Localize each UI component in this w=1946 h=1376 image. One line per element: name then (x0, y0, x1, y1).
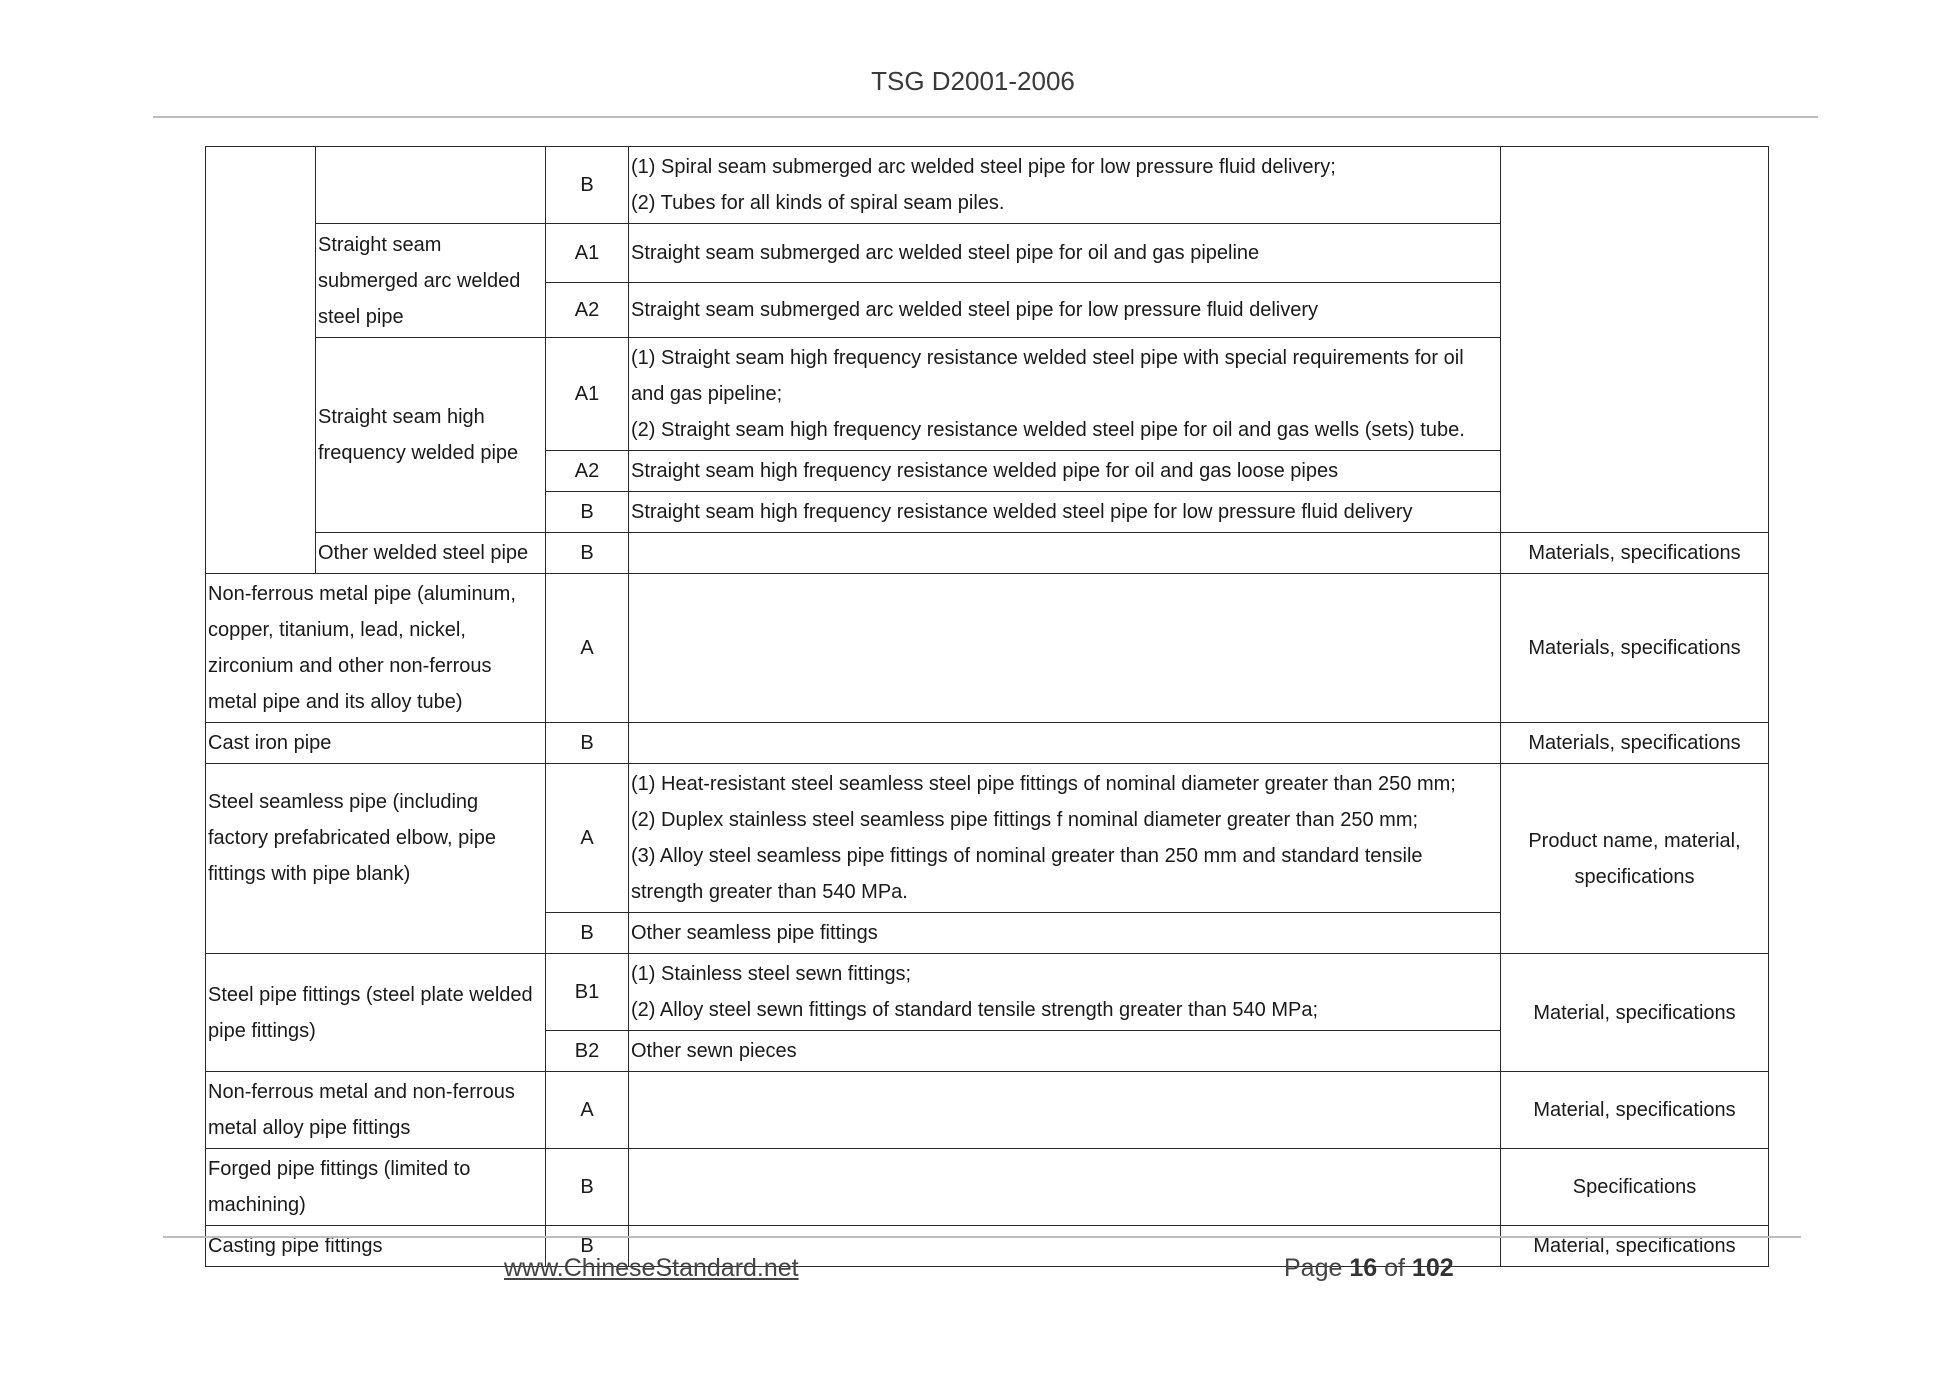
grade-cell: B (546, 533, 629, 574)
grade-cell: B (546, 723, 629, 764)
marking-cell: Product name, material, specifications (1501, 764, 1769, 954)
description-line: (2) Straight seam high frequency resistance welded steel pipe for oil and gas wells (sets) tube. (631, 419, 1465, 441)
marking-cell-blank (1501, 147, 1769, 533)
grade-cell: B (546, 147, 629, 224)
table-row (206, 1072, 1769, 1149)
table-row (206, 723, 1769, 764)
pipe-type-cell: Forged pipe fittings (limited to machining) (206, 1149, 546, 1226)
pipe-type-cell: Steel pipe fittings (steel plate welded pipe fittings) (206, 954, 546, 1072)
page-of: of (1384, 1254, 1405, 1282)
pipe-type-cell: Steel seamless pipe (including factory prefabricated elbow, pipe fittings with pipe blank) (206, 764, 546, 913)
description-line: (2) Alloy steel sewn fittings of standard tensile strength greater than 540 MPa; (631, 999, 1319, 1021)
grade-cell: B1 (546, 954, 629, 1031)
description-cell: Straight seam high frequency resistance welded steel pipe for low pressure fluid delivery (629, 492, 1501, 533)
table-row (206, 1226, 1769, 1267)
grade-cell: A2 (546, 451, 629, 492)
marking-cell: Materials, specifications (1501, 574, 1769, 723)
marking-cell: Materials, specifications (1501, 533, 1769, 574)
table-row (206, 1149, 1769, 1226)
grade-cell: A2 (546, 283, 629, 338)
description-cell-blank (629, 723, 1501, 764)
grade-cell: A (546, 574, 629, 723)
description-cell (629, 147, 1501, 224)
type-cell-blank (316, 147, 546, 224)
description-cell: Straight seam high frequency resistance welded pipe for oil and gas loose pipes (629, 451, 1501, 492)
page-total: 102 (1411, 1254, 1454, 1282)
description-line: (1) Heat-resistant steel seamless steel pipe fittings of nominal diameter greater than 250 mm; (631, 773, 1456, 795)
pipe-type-cell-blank (206, 913, 546, 954)
page-prefix: Page (1284, 1254, 1343, 1282)
grade-cell: B (546, 1149, 629, 1226)
marking-cell: Material, specifications (1501, 954, 1769, 1072)
grade-cell: A1 (546, 338, 629, 451)
footer-website-link[interactable]: www.ChineseStandard.net (504, 1254, 799, 1282)
table-row (206, 574, 1769, 723)
description-line: (2) Duplex stainless steel seamless pipe fittings f nominal diameter greater than 250 mm; (631, 809, 1419, 831)
footer-rule (163, 1236, 1801, 1238)
category-cell-blank (206, 147, 316, 574)
pipe-classification-table (205, 146, 1769, 1267)
description-cell-blank (629, 574, 1501, 723)
description-line: (3) Alloy steel seamless pipe fittings of nominal greater than 250 mm and standard tensile strength greater than 540 MPa. (631, 845, 1423, 903)
pipe-type-cell: Straight seam submerged arc welded steel pipe (316, 224, 546, 338)
description-cell-blank (629, 533, 1501, 574)
grade-cell: B (546, 492, 629, 533)
description-cell (629, 954, 1501, 1031)
description-cell: Other sewn pieces (629, 1031, 1501, 1072)
description-cell: Other seamless pipe fittings (629, 913, 1501, 954)
description-cell-blank (629, 1149, 1501, 1226)
grade-cell: B2 (546, 1031, 629, 1072)
description-line: (1) Straight seam high frequency resistance welded steel pipe with special requirements for oil and gas pipeline; (631, 347, 1464, 405)
description-cell (629, 764, 1501, 913)
page-current: 16 (1349, 1254, 1378, 1282)
description-cell: Straight seam submerged arc welded steel pipe for low pressure fluid delivery (629, 283, 1501, 338)
table-row (206, 764, 1769, 913)
marking-cell: Materials, specifications (1501, 723, 1769, 764)
pipe-type-cell: Cast iron pipe (206, 723, 546, 764)
table-row (206, 954, 1769, 1031)
pipe-type-cell: Non-ferrous metal pipe (aluminum, copper, titanium, lead, nickel, zirconium and other non-ferrous metal pipe and its alloy tube) (206, 574, 546, 723)
grade-cell: B (546, 1226, 629, 1267)
description-line: (1) Stainless steel sewn fittings; (631, 963, 912, 985)
grade-cell: B (546, 913, 629, 954)
grade-cell: A (546, 764, 629, 913)
pipe-type-cell: Casting pipe fittings (206, 1226, 546, 1267)
marking-cell: Material, specifications (1501, 1072, 1769, 1149)
table-row (206, 147, 1769, 224)
pipe-type-cell: Non-ferrous metal and non-ferrous metal alloy pipe fittings (206, 1072, 546, 1149)
marking-cell: Specifications (1501, 1149, 1769, 1226)
grade-cell: A1 (546, 224, 629, 283)
table-row (206, 533, 1769, 574)
pipe-type-cell: Other welded steel pipe (316, 533, 546, 574)
pipe-type-cell: Straight seam high frequency welded pipe (316, 338, 546, 533)
header-rule (153, 116, 1818, 118)
description-line: (2) Tubes for all kinds of spiral seam piles. (631, 192, 1005, 214)
description-cell-blank (629, 1072, 1501, 1149)
description-cell: Straight seam submerged arc welded steel pipe for oil and gas pipeline (629, 224, 1501, 283)
description-line: (1) Spiral seam submerged arc welded steel pipe for low pressure fluid delivery; (631, 156, 1336, 178)
marking-cell: Material, specifications (1501, 1226, 1769, 1267)
description-cell (629, 338, 1501, 451)
page-number (1284, 1254, 1454, 1283)
grade-cell: A (546, 1072, 629, 1149)
document-header-title: TSG D2001-2006 (871, 66, 1075, 96)
